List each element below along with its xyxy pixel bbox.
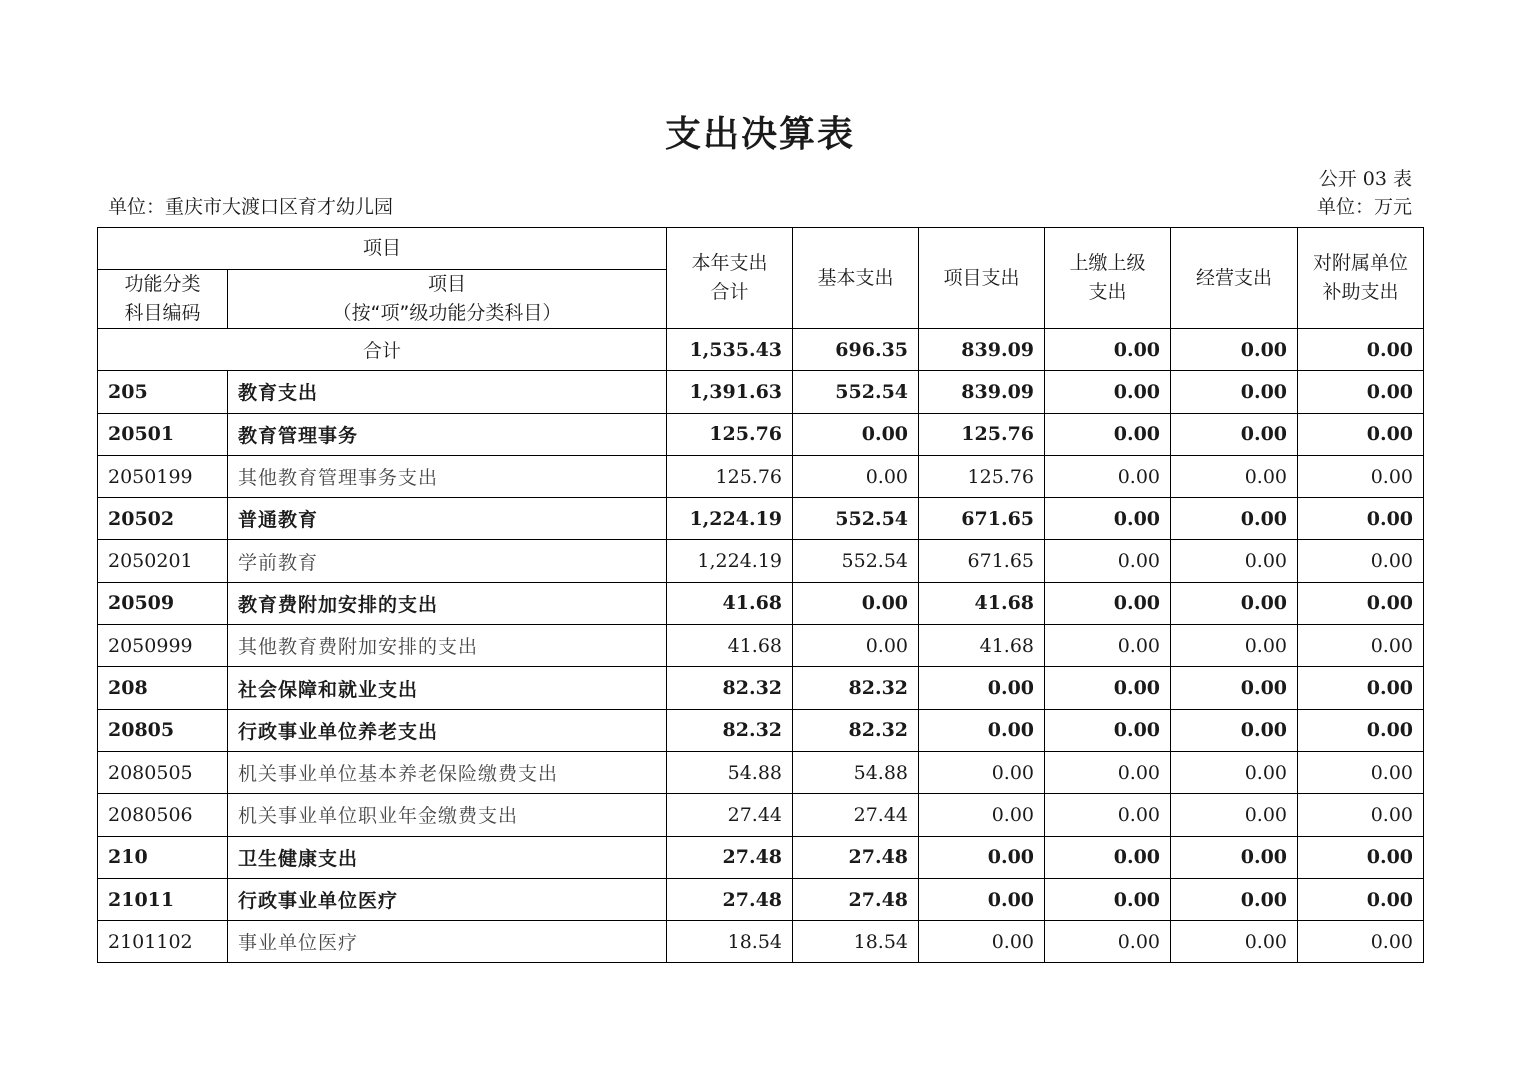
cell-subsidy: 0.00 bbox=[1298, 625, 1424, 667]
cell-project: 41.68 bbox=[919, 582, 1045, 624]
cell-basic: 552.54 bbox=[793, 498, 919, 540]
cell-name: 机关事业单位职业年金缴费支出 bbox=[228, 794, 667, 836]
cell-business: 0.00 bbox=[1171, 921, 1298, 963]
cell-project: 125.76 bbox=[919, 455, 1045, 497]
total-label: 合计 bbox=[98, 329, 667, 371]
cell-project: 41.68 bbox=[919, 625, 1045, 667]
expenditure-table bbox=[97, 227, 1424, 963]
cell-code: 2080506 bbox=[98, 794, 228, 836]
cell-project: 839.09 bbox=[919, 371, 1045, 413]
cell-basic: 552.54 bbox=[793, 540, 919, 582]
cell-code: 210 bbox=[98, 836, 228, 878]
cell-code: 20805 bbox=[98, 709, 228, 751]
cell-total: 1,224.19 bbox=[667, 540, 793, 582]
cell-business: 0.00 bbox=[1171, 625, 1298, 667]
cell-upper: 0.00 bbox=[1045, 498, 1171, 540]
cell-upper: 0.00 bbox=[1045, 751, 1171, 793]
cell-subsidy: 0.00 bbox=[1298, 667, 1424, 709]
cell-name: 教育管理事务 bbox=[228, 413, 667, 455]
cell-code: 208 bbox=[98, 667, 228, 709]
cell-upper: 0.00 bbox=[1045, 921, 1171, 963]
table-row bbox=[98, 878, 1424, 920]
header-total: 本年支出 合计 bbox=[667, 228, 793, 329]
cell-code: 2050201 bbox=[98, 540, 228, 582]
cell-business: 0.00 bbox=[1171, 329, 1298, 371]
cell-project: 0.00 bbox=[919, 878, 1045, 920]
cell-subsidy: 0.00 bbox=[1298, 921, 1424, 963]
table-row bbox=[98, 751, 1424, 793]
cell-subsidy: 0.00 bbox=[1298, 455, 1424, 497]
cell-upper: 0.00 bbox=[1045, 540, 1171, 582]
cell-name: 普通教育 bbox=[228, 498, 667, 540]
table-row bbox=[98, 921, 1424, 963]
header-code: 功能分类 科目编码 bbox=[98, 270, 228, 329]
cell-business: 0.00 bbox=[1171, 878, 1298, 920]
cell-name: 其他教育费附加安排的支出 bbox=[228, 625, 667, 667]
cell-subsidy: 0.00 bbox=[1298, 498, 1424, 540]
cell-business: 0.00 bbox=[1171, 455, 1298, 497]
cell-basic: 82.32 bbox=[793, 709, 919, 751]
cell-upper: 0.00 bbox=[1045, 329, 1171, 371]
cell-total: 27.48 bbox=[667, 836, 793, 878]
table-row bbox=[98, 794, 1424, 836]
cell-business: 0.00 bbox=[1171, 751, 1298, 793]
cell-name: 其他教育管理事务支出 bbox=[228, 455, 667, 497]
cell-business: 0.00 bbox=[1171, 709, 1298, 751]
cell-name: 学前教育 bbox=[228, 540, 667, 582]
currency-unit: 单位：万元 bbox=[1316, 196, 1412, 218]
cell-business: 0.00 bbox=[1171, 498, 1298, 540]
table-row bbox=[98, 709, 1424, 751]
cell-code: 20501 bbox=[98, 413, 228, 455]
cell-upper: 0.00 bbox=[1045, 455, 1171, 497]
cell-basic: 0.00 bbox=[793, 625, 919, 667]
cell-business: 0.00 bbox=[1171, 582, 1298, 624]
cell-project: 125.76 bbox=[919, 413, 1045, 455]
header-name: 项目 （按“项”级功能分类科目） bbox=[228, 270, 667, 329]
cell-upper: 0.00 bbox=[1045, 371, 1171, 413]
cell-project: 671.65 bbox=[919, 540, 1045, 582]
table-row bbox=[98, 498, 1424, 540]
form-code: 公开 03 表 bbox=[1318, 168, 1412, 190]
cell-basic: 18.54 bbox=[793, 921, 919, 963]
cell-project: 0.00 bbox=[919, 794, 1045, 836]
cell-code: 2101102 bbox=[98, 921, 228, 963]
cell-total: 27.44 bbox=[667, 794, 793, 836]
cell-subsidy: 0.00 bbox=[1298, 836, 1424, 878]
total-row bbox=[98, 329, 1424, 371]
cell-name: 卫生健康支出 bbox=[228, 836, 667, 878]
cell-code: 20502 bbox=[98, 498, 228, 540]
cell-project: 0.00 bbox=[919, 667, 1045, 709]
cell-basic: 0.00 bbox=[793, 413, 919, 455]
cell-total: 41.68 bbox=[667, 625, 793, 667]
cell-name: 机关事业单位基本养老保险缴费支出 bbox=[228, 751, 667, 793]
cell-code: 21011 bbox=[98, 878, 228, 920]
header-item-group: 项目 bbox=[98, 228, 667, 270]
cell-project: 0.00 bbox=[919, 751, 1045, 793]
cell-name: 行政事业单位医疗 bbox=[228, 878, 667, 920]
cell-basic: 27.44 bbox=[793, 794, 919, 836]
header-project: 项目支出 bbox=[919, 228, 1045, 329]
cell-basic: 0.00 bbox=[793, 582, 919, 624]
cell-upper: 0.00 bbox=[1045, 625, 1171, 667]
cell-upper: 0.00 bbox=[1045, 667, 1171, 709]
cell-project: 839.09 bbox=[919, 329, 1045, 371]
cell-basic: 552.54 bbox=[793, 371, 919, 413]
cell-subsidy: 0.00 bbox=[1298, 751, 1424, 793]
cell-business: 0.00 bbox=[1171, 667, 1298, 709]
cell-name: 行政事业单位养老支出 bbox=[228, 709, 667, 751]
cell-total: 1,224.19 bbox=[667, 498, 793, 540]
cell-basic: 27.48 bbox=[793, 836, 919, 878]
table-row bbox=[98, 667, 1424, 709]
organization-unit: 单位：重庆市大渡口区育才幼儿园 bbox=[108, 196, 394, 218]
table-row bbox=[98, 371, 1424, 413]
cell-basic: 27.48 bbox=[793, 878, 919, 920]
cell-total: 125.76 bbox=[667, 455, 793, 497]
table-row bbox=[98, 625, 1424, 667]
table-row bbox=[98, 582, 1424, 624]
cell-subsidy: 0.00 bbox=[1298, 582, 1424, 624]
header-upper: 上缴上级 支出 bbox=[1045, 228, 1171, 329]
cell-business: 0.00 bbox=[1171, 836, 1298, 878]
cell-code: 2080505 bbox=[98, 751, 228, 793]
cell-project: 0.00 bbox=[919, 921, 1045, 963]
cell-business: 0.00 bbox=[1171, 413, 1298, 455]
cell-code: 20509 bbox=[98, 582, 228, 624]
header-subsidy: 对附属单位 补助支出 bbox=[1298, 228, 1424, 329]
cell-upper: 0.00 bbox=[1045, 709, 1171, 751]
cell-basic: 0.00 bbox=[793, 455, 919, 497]
cell-total: 41.68 bbox=[667, 582, 793, 624]
cell-business: 0.00 bbox=[1171, 794, 1298, 836]
cell-total: 27.48 bbox=[667, 878, 793, 920]
cell-project: 0.00 bbox=[919, 836, 1045, 878]
cell-total: 18.54 bbox=[667, 921, 793, 963]
cell-subsidy: 0.00 bbox=[1298, 878, 1424, 920]
cell-total: 1,391.63 bbox=[667, 371, 793, 413]
cell-total: 54.88 bbox=[667, 751, 793, 793]
cell-business: 0.00 bbox=[1171, 540, 1298, 582]
cell-basic: 696.35 bbox=[793, 329, 919, 371]
table-row bbox=[98, 540, 1424, 582]
table-row bbox=[98, 836, 1424, 878]
cell-subsidy: 0.00 bbox=[1298, 794, 1424, 836]
header-basic: 基本支出 bbox=[793, 228, 919, 329]
table-row bbox=[98, 413, 1424, 455]
cell-total: 1,535.43 bbox=[667, 329, 793, 371]
header-business: 经营支出 bbox=[1171, 228, 1298, 329]
cell-upper: 0.00 bbox=[1045, 794, 1171, 836]
cell-code: 205 bbox=[98, 371, 228, 413]
cell-code: 2050199 bbox=[98, 455, 228, 497]
cell-upper: 0.00 bbox=[1045, 413, 1171, 455]
cell-business: 0.00 bbox=[1171, 371, 1298, 413]
cell-subsidy: 0.00 bbox=[1298, 540, 1424, 582]
cell-name: 教育支出 bbox=[228, 371, 667, 413]
cell-project: 671.65 bbox=[919, 498, 1045, 540]
cell-total: 82.32 bbox=[667, 709, 793, 751]
cell-total: 82.32 bbox=[667, 667, 793, 709]
cell-name: 教育费附加安排的支出 bbox=[228, 582, 667, 624]
cell-basic: 54.88 bbox=[793, 751, 919, 793]
cell-subsidy: 0.00 bbox=[1298, 329, 1424, 371]
page-title: 支出决算表 bbox=[664, 114, 855, 155]
table-row bbox=[98, 455, 1424, 497]
cell-name: 社会保障和就业支出 bbox=[228, 667, 667, 709]
cell-upper: 0.00 bbox=[1045, 836, 1171, 878]
cell-upper: 0.00 bbox=[1045, 582, 1171, 624]
cell-total: 125.76 bbox=[667, 413, 793, 455]
cell-basic: 82.32 bbox=[793, 667, 919, 709]
cell-subsidy: 0.00 bbox=[1298, 709, 1424, 751]
cell-code: 2050999 bbox=[98, 625, 228, 667]
cell-project: 0.00 bbox=[919, 709, 1045, 751]
cell-name: 事业单位医疗 bbox=[228, 921, 667, 963]
cell-subsidy: 0.00 bbox=[1298, 413, 1424, 455]
cell-upper: 0.00 bbox=[1045, 878, 1171, 920]
cell-subsidy: 0.00 bbox=[1298, 371, 1424, 413]
